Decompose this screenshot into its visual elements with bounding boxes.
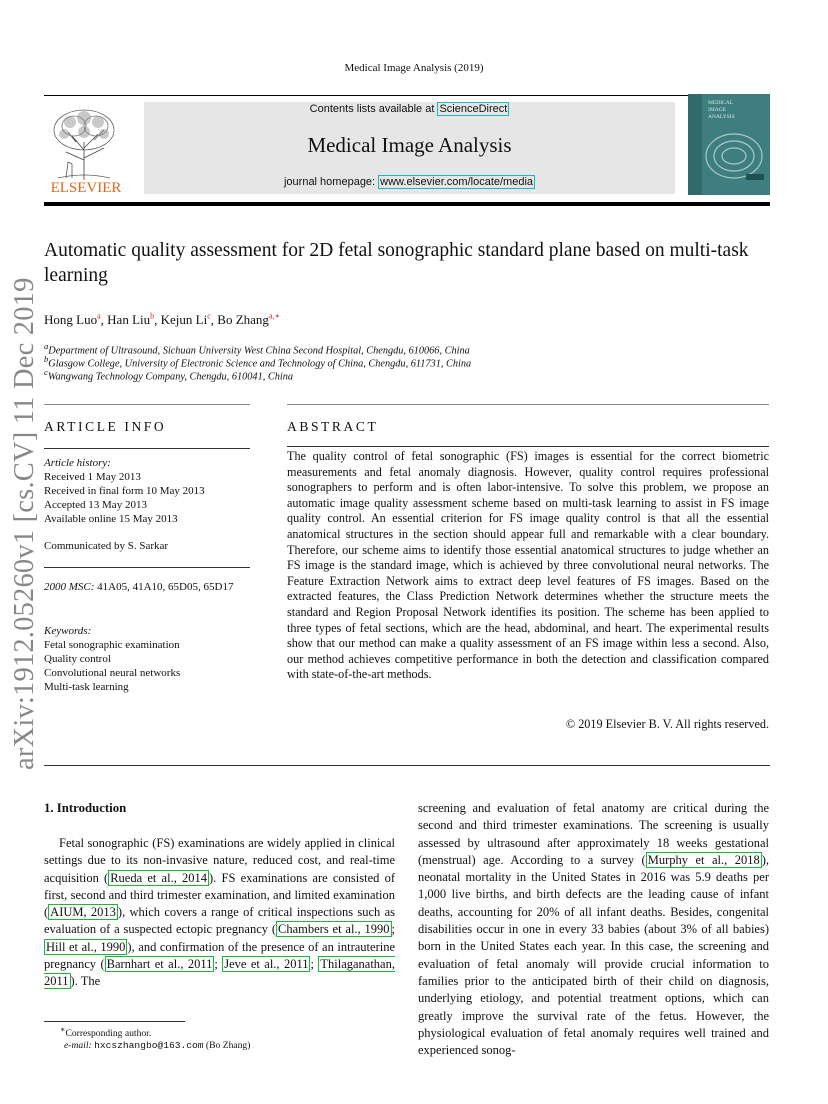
running-head: Medical Image Analysis (2019) [344, 62, 484, 74]
body-text: ), neonatal mortality in the United States in 2016 was 5.9 deaths per 1,000 live births, and birth defects are the leading cause of infant deaths, accounting for 20% of all infant deaths. Besides, congenital disabilities occur in one in every 33 babies (about 3% of all babies) born in the United States each year. In this case, the screening and evaluation of fetal anomaly will provide crucial information to families prior to the anticipated birth of their child on diagnosis, underlying etiology, and potential treatment options, which can greatly improve the survival rate of the fetus. However, the physiological evaluation of fetal anomaly requires well trained and experienced sonog- [418, 852, 769, 1058]
article-info-rule-top [44, 404, 250, 405]
elsevier-tree-icon [44, 102, 128, 194]
author-zhang [217, 312, 280, 327]
history-item: Available online 15 May 2013 [44, 513, 178, 525]
arxiv-stamp: arXiv:1912.05260v1 [cs.CV] 11 Dec 2019 [9, 277, 40, 770]
keyword-item: Multi-task learning [44, 681, 129, 693]
affiliation-link[interactable]: b [150, 312, 155, 321]
author-surname: Li [195, 312, 208, 328]
cover-line: MEDICAL [708, 100, 734, 106]
citation-link[interactable]: Barnhart et al., 2011 [106, 957, 213, 972]
keyword-item: Convolutional neural networks [44, 667, 181, 679]
journal-cover-image [688, 94, 770, 195]
corresponding-author-note: ∗Corresponding author. [60, 1025, 152, 1040]
keyword-item: Fetal sonographic examination [44, 639, 180, 651]
elsevier-logo [44, 102, 128, 194]
affiliation-sup: a [44, 341, 49, 351]
copyright-line: © 2019 Elsevier B. V. All rights reserved. [565, 717, 769, 731]
cover-line: IMAGE [708, 107, 727, 113]
affiliation-text: Department of Ultrasound, Sichuan University West China Second Hospital, Chengdu, 610066, China [48, 345, 470, 357]
affiliation-c [44, 367, 293, 382]
body-text: screening and evaluation of fetal anatomy are critical during the second and third trimester examinations. The screening is usually assessed by ultrasound after approximately 18 weeks gestational (menstrual) age. According to a survey ( [418, 801, 769, 867]
abstract-body: The quality control of fetal sonographic (FS) images is essential for the correct biometric measurements and fetal anomaly diagnosis. However, quality control requires professional sonographers to perform and is often labor-intensive. To solve this problem, we propose an automatic image quality assessment scheme based on multi-task learning to assist in FS image quality control. An essential criterion for FS image quality control is that all the essential anatomical structures in the section should appear full and remarkable with a clear boundary. Therefore, our scheme aims to identify those essential anatomical structures to judge whether an FS image is the standard image, which is achieved by three convolutional neural networks. The Feature Extraction Network aims to extract deep level features of FS images. Based on the extracted features, the Class Prediction Network determines whether the structure meets the standard and Region Proposal Network identifies its position. The scheme has been applied to three types of fetal sections, which are the head, abdominal, and heart. The experimental results show that our method can make a quality assessment of an FS image within less a second. Also, our method achieves competitive performance in both the detection and classification compared with state-of-the-art methods. [287, 449, 769, 682]
abstract-heading: ABSTRACT [287, 419, 379, 434]
author-name: Han Liu [107, 312, 151, 328]
body-text: ; [214, 957, 223, 972]
msc-label: 2000 MSC: [44, 581, 95, 593]
communicated-by: Communicated by S. Sarkar [44, 540, 169, 552]
body-text: ; [391, 922, 395, 937]
citation-link[interactable]: Jeve et al., 2011 [224, 957, 309, 972]
header-rule [44, 95, 770, 96]
body-text: ). The [70, 974, 101, 989]
cover-artwork [688, 94, 770, 195]
article-info-heading: ARTICLE INFO [44, 419, 167, 434]
intro-paragraph-left [44, 835, 395, 991]
banner-thick-rule [44, 202, 770, 206]
keywords-label: Keywords: [44, 625, 92, 637]
author-li [161, 312, 211, 327]
email-address[interactable]: hxcszhangbo@163.com [94, 1040, 204, 1051]
article-info-rule-mid [44, 567, 250, 568]
article-info-rule [44, 448, 250, 449]
abstract-bottom-rule [44, 765, 770, 766]
history-item: Accepted 13 May 2013 [44, 499, 147, 511]
homepage-line [144, 176, 675, 188]
citation-link[interactable]: Murphy et al., 2018 [647, 852, 760, 867]
citation-link[interactable]: Thilaganathan, 2011 [44, 957, 395, 989]
affiliation-text: Wangwang Technology Company, Chengdu, 610041, China [47, 371, 294, 383]
footnote-rule [44, 1021, 185, 1022]
history-item: Received in final form 10 May 2013 [44, 485, 205, 497]
msc-codes [44, 580, 254, 594]
article-history [44, 456, 250, 526]
citation-link[interactable]: Hill et al., 1990 [46, 939, 126, 954]
author-surname: Zhang [235, 312, 269, 328]
citation-link[interactable]: Rueda et al., 2014 [110, 870, 208, 885]
affiliation-sup: c [44, 367, 48, 377]
keyword-item: Quality control [44, 653, 111, 665]
cover-line: ANALYSIS [708, 114, 735, 120]
affiliation-sup: b [44, 354, 49, 364]
author-surname: Luo [76, 312, 98, 328]
author-luo [44, 312, 101, 327]
author-name: Kejun Li [160, 312, 208, 328]
history-label: Article history: [44, 457, 111, 469]
journal-name: Medical Image Analysis [307, 133, 512, 157]
abstract-rule [287, 446, 769, 447]
affiliation-link[interactable]: a [97, 312, 101, 321]
elsevier-wordmark: ELSEVIER [50, 180, 122, 194]
author-list: Hong Luo$^a$, Han Liu$^b$, Kejun Li$^c$, Bo Zhang$^{a,∗}$ [44, 312, 280, 328]
body-text: ; [310, 957, 319, 972]
author-name: Bo Zhang [217, 312, 269, 328]
author-surname: Liu [132, 312, 151, 328]
body-text: ). FS examinations are consisted of first, second and third trimester examination, and limited examination ( [44, 870, 395, 920]
citation-link[interactable]: AIUM, 2013 [50, 905, 116, 920]
email-label: e-mail: [64, 1040, 92, 1051]
section-heading-introduction: 1. Introduction [44, 801, 127, 815]
contents-line [144, 103, 675, 115]
email-note [64, 1040, 250, 1051]
paper-title: Automatic quality assessment for 2D fetal sonographic standard plane based on multi-task learning [44, 240, 749, 286]
intro-paragraph-right [418, 800, 769, 1059]
body-text: ), and confirmation of the presence of an intrauterine pregnancy ( [44, 939, 395, 972]
contents-prefix: Contents lists available at [309, 103, 438, 115]
affiliation-link[interactable]: c [207, 312, 211, 321]
history-item: Received 1 May 2013 [44, 471, 141, 483]
homepage-prefix: journal homepage: [283, 176, 379, 188]
abstract-rule-top [287, 404, 769, 405]
keywords [44, 624, 250, 694]
affiliation-link[interactable]: a,∗ [268, 312, 280, 321]
msc-values: 41A05, 41A10, 65D05, 65D17 [97, 581, 234, 593]
body-text: Fetal sonographic (FS) examinations are widely applied in clinical settings due to its non-invasive nature, reduced cost, and real-time acquisition ( [44, 836, 395, 885]
author-name: Hong Luo [44, 312, 98, 328]
corresponding-label: Corresponding author. [65, 1028, 152, 1040]
journal-homepage-link[interactable]: www.elsevier.com/locate/media [380, 176, 534, 188]
sciencedirect-link[interactable]: ScienceDirect [439, 103, 508, 115]
body-text: ), which covers a range of critical inspections such as evaluation of a suspected ectopic pregnancy ( [44, 905, 395, 937]
author-liu [107, 312, 154, 327]
email-owner: (Bo Zhang) [205, 1040, 251, 1051]
citation-link[interactable]: Chambers et al., 1990 [278, 922, 390, 937]
affiliation-text: Glasgow College, University of Electronic Science and Technology of China, Chengdu, 611731, China [48, 358, 472, 370]
